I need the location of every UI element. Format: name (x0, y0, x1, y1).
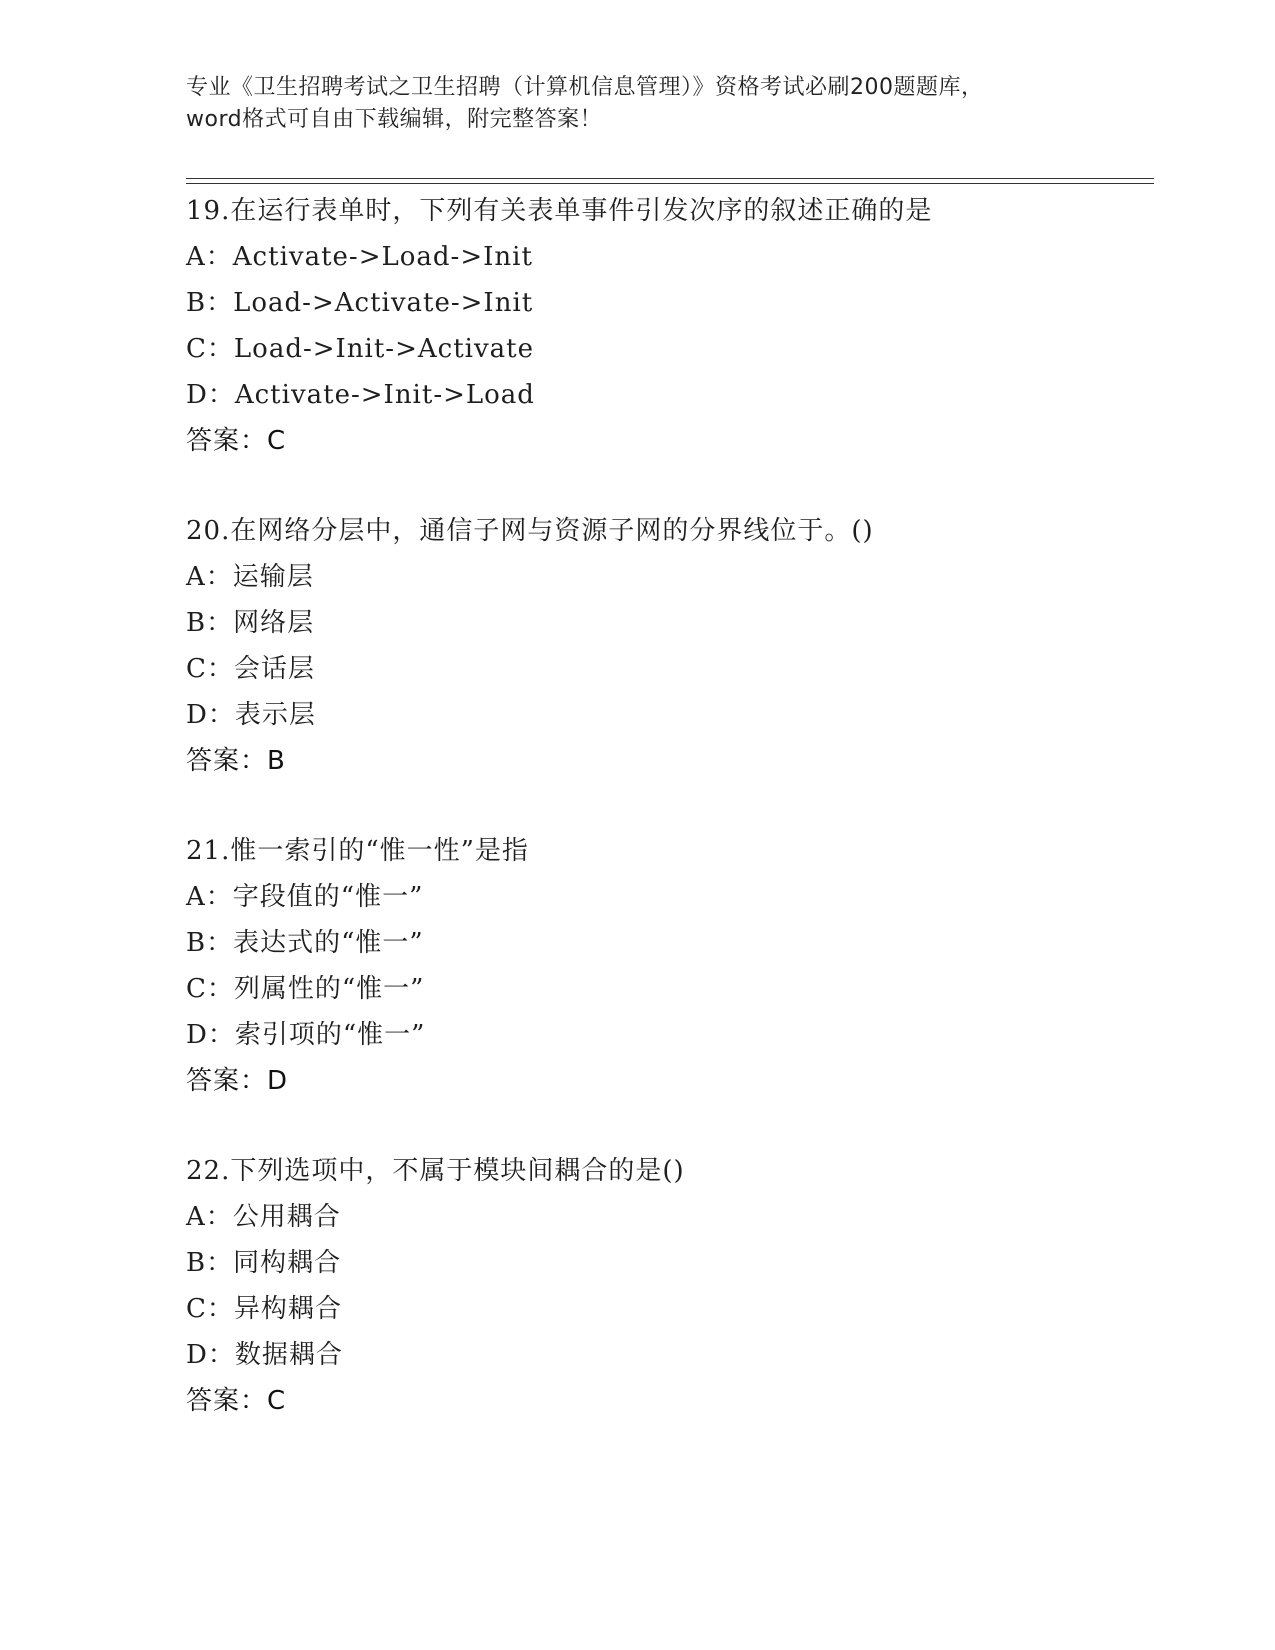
question-spacer (186, 784, 1146, 828)
answer-line: 答案：B (186, 746, 286, 776)
option-b: B：表达式的“惟一” (186, 928, 424, 958)
question-22 (186, 1148, 1146, 1424)
option-d: D：数据耦合 (186, 1340, 343, 1370)
question-spacer (186, 1104, 1146, 1148)
option-d: D：Activate->Init->Load (186, 380, 535, 410)
option-d: D：表示层 (186, 700, 316, 730)
option-a: A：Activate->Load->Init (186, 242, 533, 272)
option-b: B：Load->Activate->Init (186, 288, 534, 318)
option-c: C：列属性的“惟一” (186, 974, 425, 1004)
document-header (186, 72, 1086, 136)
option-c: C：异构耦合 (186, 1294, 342, 1324)
answer-line: 答案：C (186, 1386, 287, 1416)
header-line-2: word格式可自由下载编辑，附完整答案！ (186, 107, 603, 132)
header-line-1: 专业《卫生招聘考试之卫生招聘（计算机信息管理）》资格考试必刷200题题库， (186, 75, 984, 100)
option-b: B：网络层 (186, 608, 315, 638)
option-a: A：公用耦合 (186, 1202, 341, 1232)
question-stem: 19.在运行表单时，下列有关表单事件引发次序的叙述正确的是 (186, 196, 933, 226)
question-21 (186, 828, 1146, 1104)
question-stem: 20.在网络分层中，通信子网与资源子网的分界线位于。() (186, 516, 874, 546)
question-stem: 21.惟一索引的“惟一性”是指 (186, 836, 529, 866)
question-20 (186, 508, 1146, 784)
question-19 (186, 188, 1146, 464)
question-stem: 22.下列选项中，不属于模块间耦合的是() (186, 1156, 685, 1186)
option-d: D：索引项的“惟一” (186, 1020, 426, 1050)
option-c: C：会话层 (186, 654, 315, 684)
answer-line: 答案：C (186, 426, 287, 456)
option-c: C：Load->Init->Activate (186, 334, 535, 364)
header-divider-top (186, 178, 1154, 179)
question-list (186, 188, 1146, 1424)
option-b: B：同构耦合 (186, 1248, 342, 1278)
header-divider-bottom (186, 183, 1154, 184)
option-a: A：字段值的“惟一” (186, 882, 424, 912)
option-a: A：运输层 (186, 562, 314, 592)
question-spacer (186, 464, 1146, 508)
answer-line: 答案：D (186, 1066, 289, 1096)
